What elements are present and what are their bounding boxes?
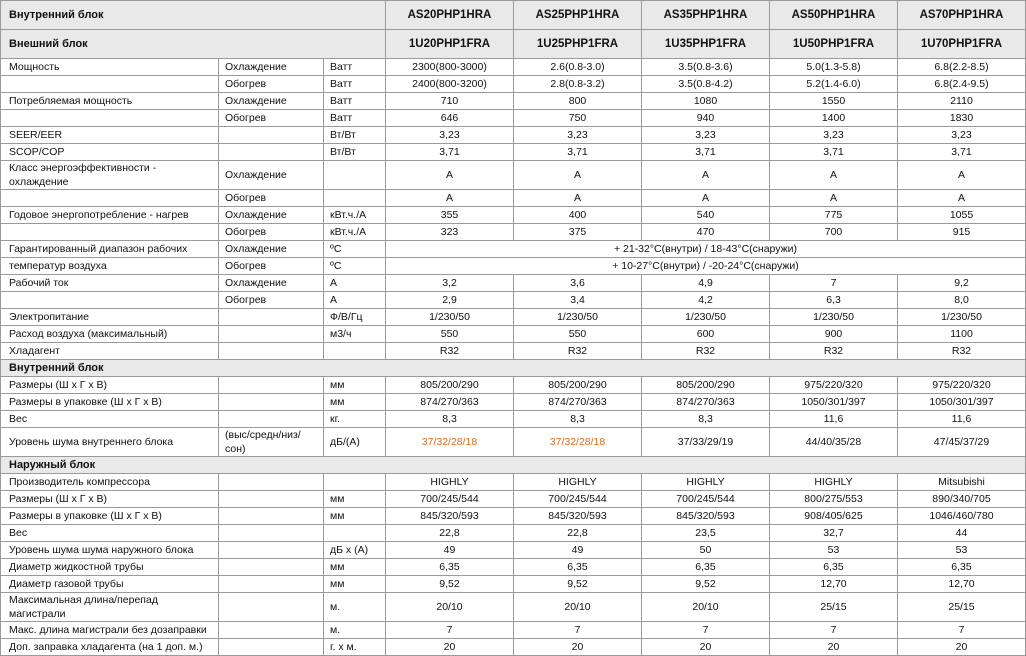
outdoor-value-8-3: 7 — [642, 622, 770, 639]
table-row — [1, 377, 1026, 394]
indoor-value-3-3: 37/33/29/19 — [642, 428, 770, 457]
table-row — [1, 224, 1026, 241]
spec-label-r1 — [1, 76, 219, 93]
indoor-value-3-2: 37/32/28/18 — [514, 428, 642, 457]
outdoor-unit-2: мм — [324, 508, 386, 525]
spec-label-потребляемая-мощность: Потребляемая мощность — [1, 93, 219, 110]
table-row — [1, 127, 1026, 144]
spec-unit-16 — [324, 343, 386, 360]
indoor-value-1-4: 1050/301/397 — [770, 394, 898, 411]
spec-label-seer-eer: SEER/EER — [1, 127, 219, 144]
spec-value-1-1: 2400(800-3200) — [386, 76, 514, 93]
indoor-value-1-1: 874/270/363 — [386, 394, 514, 411]
spec-value-1-4: 5.2(1.4-6.0) — [770, 76, 898, 93]
spec-unit-13: А — [324, 292, 386, 309]
table-row — [1, 190, 1026, 207]
spec-value-7-5: A — [898, 190, 1026, 207]
spec-value-15-2: 550 — [514, 326, 642, 343]
indoor-value-2-4: 11,6 — [770, 411, 898, 428]
spec-value-0-1: 2300(800-3000) — [386, 59, 514, 76]
outdoor-unit-1: мм — [324, 491, 386, 508]
outdoor-label-диаметр-газовой-трубы: Диаметр газовой трубы — [1, 576, 219, 593]
header-row-indoor — [1, 1, 1026, 30]
spec-label-гарантированный-диапазон-рабочих: Гарантированный диапазон рабочих — [1, 241, 219, 258]
spec-value-7-3: A — [642, 190, 770, 207]
spec-value-0-2: 2.6(0.8-3.0) — [514, 59, 642, 76]
outdoor-value-1-3: 700/245/544 — [642, 491, 770, 508]
spec-unit-3: Ватт — [324, 110, 386, 127]
spec-value-9-1: 323 — [386, 224, 514, 241]
indoor-value-3-1: 37/32/28/18 — [386, 428, 514, 457]
spec-span-11: + 10-27°C(внутри) / -20-24°C(снаружи) — [386, 258, 1026, 275]
model-indoor-3: AS35PHP1HRA — [642, 1, 770, 30]
outdoor-value-7-3: 20/10 — [642, 593, 770, 622]
outdoor-value-7-5: 25/15 — [898, 593, 1026, 622]
spec-value-8-2: 400 — [514, 207, 642, 224]
outdoor-value-8-5: 7 — [898, 622, 1026, 639]
outdoor-label-уровень-шума-шума-наружного-блока: Уровень шума шума наружного блока — [1, 542, 219, 559]
indoor-mode-3: (выс/средн/низ/сон) — [219, 428, 324, 457]
spec-value-6-3: A — [642, 161, 770, 190]
model-indoor-5: AS70PHP1HRA — [898, 1, 1026, 30]
section-outdoor-label: Наружный блок — [1, 457, 1026, 474]
model-indoor-1: AS20PHP1HRA — [386, 1, 514, 30]
spec-value-14-4: 1/230/50 — [770, 309, 898, 326]
spec-unit-6 — [324, 161, 386, 190]
outdoor-value-2-5: 1046/460/780 — [898, 508, 1026, 525]
outdoor-value-8-1: 7 — [386, 622, 514, 639]
spec-value-3-5: 1830 — [898, 110, 1026, 127]
spec-value-12-1: 3,2 — [386, 275, 514, 292]
spec-value-7-1: A — [386, 190, 514, 207]
indoor-value-3-4: 44/40/35/28 — [770, 428, 898, 457]
table-row — [1, 326, 1026, 343]
outdoor-value-0-4: HIGHLY — [770, 474, 898, 491]
spec-value-3-2: 750 — [514, 110, 642, 127]
spec-value-2-3: 1080 — [642, 93, 770, 110]
model-outdoor-5: 1U70PHP1FRA — [898, 30, 1026, 59]
spec-unit-5: Вт/Вт — [324, 144, 386, 161]
spec-value-12-2: 3,6 — [514, 275, 642, 292]
indoor-value-2-3: 8,3 — [642, 411, 770, 428]
table-row — [1, 161, 1026, 190]
indoor-value-1-2: 874/270/363 — [514, 394, 642, 411]
outdoor-mode-2 — [219, 508, 324, 525]
spec-value-3-3: 940 — [642, 110, 770, 127]
outdoor-value-8-2: 7 — [514, 622, 642, 639]
spec-value-12-3: 4,9 — [642, 275, 770, 292]
spec-value-5-2: 3,71 — [514, 144, 642, 161]
indoor-unit-0: мм — [324, 377, 386, 394]
outdoor-mode-3 — [219, 525, 324, 542]
outdoor-value-3-1: 22,8 — [386, 525, 514, 542]
outdoor-value-9-2: 20 — [514, 639, 642, 656]
spec-mode-10: Охлаждение — [219, 241, 324, 258]
outdoor-mode-1 — [219, 491, 324, 508]
indoor-value-2-2: 8,3 — [514, 411, 642, 428]
spec-mode-2: Охлаждение — [219, 93, 324, 110]
table-row — [1, 542, 1026, 559]
spec-value-4-5: 3,23 — [898, 127, 1026, 144]
outdoor-value-9-1: 20 — [386, 639, 514, 656]
table-row — [1, 93, 1026, 110]
outdoor-value-0-1: HIGHLY — [386, 474, 514, 491]
header-outdoor-label: Внешний блок — [1, 30, 386, 59]
spec-value-14-1: 1/230/50 — [386, 309, 514, 326]
indoor-value-3-5: 47/45/37/29 — [898, 428, 1026, 457]
spec-mode-15 — [219, 326, 324, 343]
model-outdoor-1: 1U20PHP1FRA — [386, 30, 514, 59]
spec-label-расход-воздуха-максимальный: Расход воздуха (максимальный) — [1, 326, 219, 343]
outdoor-value-1-5: 890/340/705 — [898, 491, 1026, 508]
outdoor-value-9-3: 20 — [642, 639, 770, 656]
model-indoor-2: AS25PHP1HRA — [514, 1, 642, 30]
model-outdoor-2: 1U25PHP1FRA — [514, 30, 642, 59]
outdoor-value-1-2: 700/245/544 — [514, 491, 642, 508]
outdoor-label-макс-длина-магистрали-без-дозаправки: Макс. длина магистрали без дозаправки — [1, 622, 219, 639]
spec-value-12-4: 7 — [770, 275, 898, 292]
spec-unit-12: А — [324, 275, 386, 292]
spec-value-0-3: 3.5(0.8-3.6) — [642, 59, 770, 76]
spec-value-3-4: 1400 — [770, 110, 898, 127]
spec-mode-6: Охлаждение — [219, 161, 324, 190]
spec-value-0-4: 5.0(1.3-5.8) — [770, 59, 898, 76]
table-row — [1, 275, 1026, 292]
spec-value-16-1: R32 — [386, 343, 514, 360]
outdoor-value-6-5: 12,70 — [898, 576, 1026, 593]
table-row — [1, 292, 1026, 309]
spec-mode-12: Охлаждение — [219, 275, 324, 292]
spec-label-мощность: Мощность — [1, 59, 219, 76]
outdoor-mode-8 — [219, 622, 324, 639]
spec-value-4-4: 3,23 — [770, 127, 898, 144]
outdoor-value-2-4: 908/405/625 — [770, 508, 898, 525]
spec-value-12-5: 9,2 — [898, 275, 1026, 292]
spec-unit-0: Ватт — [324, 59, 386, 76]
outdoor-label-размеры-в-упаковке-ш-х-г-х-в: Размеры в упаковке (Ш х Г х В) — [1, 508, 219, 525]
spec-value-9-2: 375 — [514, 224, 642, 241]
outdoor-value-3-2: 22,8 — [514, 525, 642, 542]
outdoor-mode-7 — [219, 593, 324, 622]
indoor-unit-3: дБ/(А) — [324, 428, 386, 457]
spec-mode-11: Обогрев — [219, 258, 324, 275]
outdoor-value-2-3: 845/320/593 — [642, 508, 770, 525]
spec-value-16-3: R32 — [642, 343, 770, 360]
spec-mode-5 — [219, 144, 324, 161]
spec-unit-15: м3/ч — [324, 326, 386, 343]
table-row — [1, 207, 1026, 224]
spec-mode-8: Охлаждение — [219, 207, 324, 224]
spec-value-6-5: A — [898, 161, 1026, 190]
section-header-indoor — [1, 360, 1026, 377]
table-row — [1, 593, 1026, 622]
spec-value-15-3: 600 — [642, 326, 770, 343]
outdoor-value-4-4: 53 — [770, 542, 898, 559]
table-row — [1, 559, 1026, 576]
indoor-value-2-1: 8,3 — [386, 411, 514, 428]
model-outdoor-4: 1U50PHP1FRA — [770, 30, 898, 59]
outdoor-value-8-4: 7 — [770, 622, 898, 639]
outdoor-value-4-2: 49 — [514, 542, 642, 559]
indoor-value-1-5: 1050/301/397 — [898, 394, 1026, 411]
spec-unit-1: Ватт — [324, 76, 386, 93]
spec-mode-1: Обогрев — [219, 76, 324, 93]
indoor-value-0-4: 975/220/320 — [770, 377, 898, 394]
outdoor-unit-8: м. — [324, 622, 386, 639]
outdoor-value-3-3: 23,5 — [642, 525, 770, 542]
indoor-value-2-5: 11,6 — [898, 411, 1026, 428]
spec-span-10: + 21-32°C(внутри) / 18-43°C(снаружи) — [386, 241, 1026, 258]
spec-value-8-4: 775 — [770, 207, 898, 224]
outdoor-value-5-3: 6,35 — [642, 559, 770, 576]
spec-unit-8: кВт.ч./А — [324, 207, 386, 224]
outdoor-value-1-4: 800/275/553 — [770, 491, 898, 508]
outdoor-value-9-4: 20 — [770, 639, 898, 656]
spec-label-r7 — [1, 190, 219, 207]
outdoor-value-5-5: 6,35 — [898, 559, 1026, 576]
outdoor-value-4-1: 49 — [386, 542, 514, 559]
indoor-label-уровень-шума-внутреннего-блока: Уровень шума внутреннего блока — [1, 428, 219, 457]
outdoor-value-9-5: 20 — [898, 639, 1026, 656]
spec-value-0-5: 6.8(2.2-8.5) — [898, 59, 1026, 76]
spec-label-хладагент: Хладагент — [1, 343, 219, 360]
spec-label-электропитание: Электропитание — [1, 309, 219, 326]
spec-mode-4 — [219, 127, 324, 144]
outdoor-label-размеры-ш-х-г-х-в: Размеры (Ш х Г х В) — [1, 491, 219, 508]
outdoor-mode-4 — [219, 542, 324, 559]
outdoor-mode-6 — [219, 576, 324, 593]
spec-label-r3 — [1, 110, 219, 127]
spec-unit-2: Ватт — [324, 93, 386, 110]
indoor-value-0-5: 975/220/320 — [898, 377, 1026, 394]
section-header-outdoor — [1, 457, 1026, 474]
outdoor-value-1-1: 700/245/544 — [386, 491, 514, 508]
spec-value-16-2: R32 — [514, 343, 642, 360]
indoor-value-0-2: 805/200/290 — [514, 377, 642, 394]
spec-value-8-3: 540 — [642, 207, 770, 224]
spec-value-14-5: 1/230/50 — [898, 309, 1026, 326]
outdoor-unit-9: г. х м. — [324, 639, 386, 656]
spec-value-6-4: A — [770, 161, 898, 190]
spec-value-8-1: 355 — [386, 207, 514, 224]
spec-value-5-1: 3,71 — [386, 144, 514, 161]
spec-unit-4: Вт/Вт — [324, 127, 386, 144]
outdoor-label-производитель-компрессора: Производитель компрессора — [1, 474, 219, 491]
spec-value-9-5: 915 — [898, 224, 1026, 241]
outdoor-value-4-3: 50 — [642, 542, 770, 559]
outdoor-mode-0 — [219, 474, 324, 491]
outdoor-value-6-1: 9,52 — [386, 576, 514, 593]
outdoor-value-2-2: 845/320/593 — [514, 508, 642, 525]
spec-unit-10: ºC — [324, 241, 386, 258]
indoor-value-1-3: 874/270/363 — [642, 394, 770, 411]
spec-value-1-2: 2.8(0.8-3.2) — [514, 76, 642, 93]
outdoor-label-доп-заправка-хладагента-на-1-доп-м: Доп. заправка хладагента (на 1 доп. м.) — [1, 639, 219, 656]
spec-mode-7: Обогрев — [219, 190, 324, 207]
table-row — [1, 144, 1026, 161]
outdoor-value-6-4: 12,70 — [770, 576, 898, 593]
model-outdoor-3: 1U35PHP1FRA — [642, 30, 770, 59]
spec-value-6-1: A — [386, 161, 514, 190]
outdoor-value-0-2: HIGHLY — [514, 474, 642, 491]
outdoor-value-4-5: 53 — [898, 542, 1026, 559]
outdoor-unit-3 — [324, 525, 386, 542]
table-row — [1, 394, 1026, 411]
table-row — [1, 258, 1026, 275]
spec-value-13-4: 6,3 — [770, 292, 898, 309]
table-row — [1, 474, 1026, 491]
outdoor-unit-6: мм — [324, 576, 386, 593]
table-row — [1, 241, 1026, 258]
model-indoor-4: AS50PHP1HRA — [770, 1, 898, 30]
outdoor-unit-5: мм — [324, 559, 386, 576]
spec-label-рабочий-ток: Рабочий ток — [1, 275, 219, 292]
spec-value-13-2: 3,4 — [514, 292, 642, 309]
spec-mode-9: Обогрев — [219, 224, 324, 241]
spec-value-9-3: 470 — [642, 224, 770, 241]
outdoor-value-5-4: 6,35 — [770, 559, 898, 576]
outdoor-value-7-1: 20/10 — [386, 593, 514, 622]
spec-mode-3: Обогрев — [219, 110, 324, 127]
spec-value-13-3: 4,2 — [642, 292, 770, 309]
outdoor-value-3-4: 32,7 — [770, 525, 898, 542]
spec-value-16-5: R32 — [898, 343, 1026, 360]
table-row — [1, 576, 1026, 593]
spec-label-r13 — [1, 292, 219, 309]
spec-value-8-5: 1055 — [898, 207, 1026, 224]
indoor-label-размеры-ш-х-г-х-в: Размеры (Ш х Г х В) — [1, 377, 219, 394]
table-row — [1, 508, 1026, 525]
table-row — [1, 525, 1026, 542]
spec-value-4-1: 3,23 — [386, 127, 514, 144]
spec-value-1-3: 3.5(0.8-4.2) — [642, 76, 770, 93]
section-indoor-label: Внутренний блок — [1, 360, 1026, 377]
indoor-value-0-1: 805/200/290 — [386, 377, 514, 394]
spec-mode-0: Охлаждение — [219, 59, 324, 76]
spec-value-4-3: 3,23 — [642, 127, 770, 144]
outdoor-label-вес: Вес — [1, 525, 219, 542]
indoor-unit-1: мм — [324, 394, 386, 411]
spec-value-6-2: A — [514, 161, 642, 190]
outdoor-value-3-5: 44 — [898, 525, 1026, 542]
spec-value-15-4: 900 — [770, 326, 898, 343]
indoor-label-вес: Вес — [1, 411, 219, 428]
spec-unit-14: Ф/В/Гц — [324, 309, 386, 326]
outdoor-label-максимальная-длина-перепад-магистрали: Максимальная длина/перепад магистрали — [1, 593, 219, 622]
spec-value-13-5: 8,0 — [898, 292, 1026, 309]
indoor-mode-0 — [219, 377, 324, 394]
header-indoor-label: Внутренний блок — [1, 1, 386, 30]
table-row — [1, 491, 1026, 508]
outdoor-value-5-2: 6,35 — [514, 559, 642, 576]
spec-mode-14 — [219, 309, 324, 326]
spec-unit-7 — [324, 190, 386, 207]
spec-value-14-3: 1/230/50 — [642, 309, 770, 326]
outdoor-value-2-1: 845/320/593 — [386, 508, 514, 525]
spec-value-15-1: 550 — [386, 326, 514, 343]
indoor-mode-1 — [219, 394, 324, 411]
spec-value-1-5: 6.8(2.4-9.5) — [898, 76, 1026, 93]
spec-value-3-1: 646 — [386, 110, 514, 127]
outdoor-value-6-3: 9,52 — [642, 576, 770, 593]
outdoor-mode-9 — [219, 639, 324, 656]
outdoor-mode-5 — [219, 559, 324, 576]
spec-unit-9: кВт.ч./А — [324, 224, 386, 241]
spec-label-класс-энергоэффективности-охлаждение: Класс энергоэффективности - охлаждение — [1, 161, 219, 190]
outdoor-value-5-1: 6,35 — [386, 559, 514, 576]
spec-value-14-2: 1/230/50 — [514, 309, 642, 326]
spec-value-15-5: 1100 — [898, 326, 1026, 343]
spec-value-13-1: 2,9 — [386, 292, 514, 309]
spec-value-9-4: 700 — [770, 224, 898, 241]
spec-value-4-2: 3,23 — [514, 127, 642, 144]
indoor-unit-2: кг. — [324, 411, 386, 428]
spec-value-2-2: 800 — [514, 93, 642, 110]
spec-value-5-3: 3,71 — [642, 144, 770, 161]
outdoor-value-7-4: 25/15 — [770, 593, 898, 622]
indoor-mode-2 — [219, 411, 324, 428]
indoor-value-0-3: 805/200/290 — [642, 377, 770, 394]
outdoor-label-диаметр-жидкостной-трубы: Диаметр жидкостной трубы — [1, 559, 219, 576]
spec-mode-16 — [219, 343, 324, 360]
outdoor-value-0-3: HIGHLY — [642, 474, 770, 491]
spec-mode-13: Обогрев — [219, 292, 324, 309]
spec-label-температур-воздуха: температур воздуха — [1, 258, 219, 275]
spec-unit-11: ºC — [324, 258, 386, 275]
spec-value-7-2: A — [514, 190, 642, 207]
spec-value-5-4: 3,71 — [770, 144, 898, 161]
outdoor-value-0-5: Mitsubishi — [898, 474, 1026, 491]
outdoor-value-6-2: 9,52 — [514, 576, 642, 593]
outdoor-unit-7: м. — [324, 593, 386, 622]
table-row — [1, 411, 1026, 428]
table-row — [1, 76, 1026, 93]
outdoor-unit-4: дБ х (А) — [324, 542, 386, 559]
table-row — [1, 343, 1026, 360]
outdoor-unit-0 — [324, 474, 386, 491]
indoor-label-размеры-в-упаковке-ш-х-г-х-в: Размеры в упаковке (Ш х Г х В) — [1, 394, 219, 411]
spec-label-годовое-энергопотребление-нагрев: Годовое энергопотребление - нагрев — [1, 207, 219, 224]
spec-value-2-5: 2110 — [898, 93, 1026, 110]
table-row — [1, 428, 1026, 457]
table-row — [1, 110, 1026, 127]
spec-label-scop-cop: SCOP/COP — [1, 144, 219, 161]
spec-value-2-4: 1550 — [770, 93, 898, 110]
spec-value-2-1: 710 — [386, 93, 514, 110]
table-row — [1, 59, 1026, 76]
table-row — [1, 622, 1026, 639]
table-row — [1, 639, 1026, 656]
header-row-outdoor — [1, 30, 1026, 59]
spec-value-5-5: 3,71 — [898, 144, 1026, 161]
table-row — [1, 309, 1026, 326]
spec-value-16-4: R32 — [770, 343, 898, 360]
spec-label-r9 — [1, 224, 219, 241]
spec-value-7-4: A — [770, 190, 898, 207]
outdoor-value-7-2: 20/10 — [514, 593, 642, 622]
